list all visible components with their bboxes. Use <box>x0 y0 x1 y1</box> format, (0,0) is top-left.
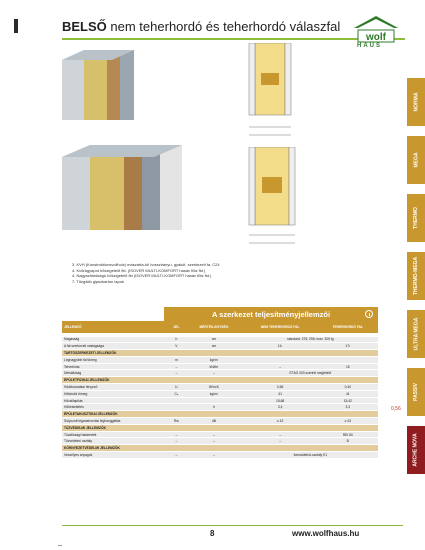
note-line: 4. Kvőrágyapot hőszigetelő fkt. (ISOVER MULTI-KOMFORT hasáv fűtz fkt.) <box>72 267 206 273</box>
table-cell: kg/m² <box>185 390 243 397</box>
table-row <box>62 438 378 445</box>
table-row <box>62 431 378 438</box>
wall-section-drawing-non-loadbearing <box>235 43 315 141</box>
logo-word: HAUS <box>357 43 383 49</box>
wall-3d-illustration-non-loadbearing <box>62 50 154 120</box>
table-cell: ETAG 003 szerinti megfelelő <box>243 370 378 377</box>
side-tab-label: PASSIV <box>413 383 419 401</box>
side-tab-label: MEGA <box>413 152 419 168</box>
table-section-row <box>62 445 378 452</box>
table-cell: 15,68 <box>243 397 318 404</box>
table-cell <box>168 397 186 404</box>
table-cell: standard: 275; 295; max. 325 fg <box>243 336 378 343</box>
table-header-cell: NEM TEHERHORDÓ FAL <box>243 321 318 333</box>
table-cell: 3,4 <box>243 404 318 411</box>
table-section-cell: TARTÓSZERKEZETI JELLEMZŐK <box>62 350 378 357</box>
table-cell: Cₕ <box>168 390 186 397</box>
table-cell: Hőátbocsátási tényező <box>62 384 168 391</box>
table-cell <box>243 356 318 363</box>
table-row <box>62 370 378 377</box>
table-header-cell: JELLEMZŐ <box>62 321 168 333</box>
table-cell: 0,56 <box>243 384 318 391</box>
table-section-row <box>62 377 378 384</box>
side-tab-thermo-mega[interactable] <box>407 252 425 300</box>
table-section-row <box>62 350 378 357</box>
table-cell: Rw <box>168 418 186 425</box>
side-tab-passiv[interactable] <box>407 368 425 416</box>
table-section-row <box>62 411 378 418</box>
table-cell: 41 <box>243 390 318 397</box>
table-cell: – <box>185 452 243 459</box>
table-cell: kN/fm <box>185 363 243 370</box>
table-row <box>62 363 378 370</box>
table-cell: ≥ 43 <box>318 418 378 425</box>
table-cell: Legnagyobb fal tömeg <box>62 356 168 363</box>
table-cell: – <box>168 452 186 459</box>
wall-section-drawing-loadbearing <box>235 147 315 249</box>
performance-table <box>62 321 378 459</box>
table-row <box>62 452 378 459</box>
side-tab-thermo[interactable] <box>407 194 425 242</box>
wall-3d-illustration-loadbearing <box>62 145 182 230</box>
table-cell: dB <box>185 418 243 425</box>
table-cell: formaldehid-osztály E1 <box>243 452 378 459</box>
table-cell: Hőtárolói tömeg <box>62 390 168 397</box>
table-cell: Ütésállóság <box>62 370 168 377</box>
table-cell: h <box>185 404 243 411</box>
table-cell: A fal szerkezeti vastagsága <box>62 343 168 350</box>
table-cell: ≥ 42 <box>243 418 318 425</box>
table-cell: 41 <box>318 390 378 397</box>
table-cell: Tűzvédelmi osztály <box>62 438 168 445</box>
table-cell: – <box>243 363 318 370</box>
website-link[interactable]: www.wolfhaus.hu <box>292 529 360 538</box>
table-row <box>62 397 378 404</box>
page-title <box>62 19 340 34</box>
material-notes <box>72 262 220 284</box>
table-cell: – <box>168 431 186 438</box>
table-header-row <box>62 321 378 333</box>
table-row <box>62 404 378 411</box>
side-tab-label: THERMO <box>413 207 420 229</box>
table-row <box>62 384 378 391</box>
header-marker <box>14 19 18 33</box>
table-cell: h <box>168 336 186 343</box>
table-row <box>62 336 378 343</box>
page-number: 8 <box>210 529 215 538</box>
footer-dash <box>58 545 62 546</box>
table-cell: Magasság <box>62 336 168 343</box>
table-cell: m <box>168 356 186 363</box>
margin-note: 0,56 <box>391 406 401 412</box>
table-row <box>62 356 378 363</box>
table-cell: – <box>168 438 186 445</box>
svg-text:wolf: wolf <box>366 32 386 43</box>
table-section-cell: KÖRNYEZETVÉDELMI JELLEMZŐK <box>62 445 378 452</box>
table-cell: – <box>168 370 186 377</box>
side-tab-norma[interactable] <box>407 78 425 126</box>
table-cell: – <box>168 363 186 370</box>
table-cell: – <box>185 438 243 445</box>
side-tabs <box>407 78 425 484</box>
table-cell: – <box>185 370 243 377</box>
table-cell: kg/m² <box>185 356 243 363</box>
footer-rule <box>62 525 403 526</box>
table-row <box>62 418 378 425</box>
side-tab-ultra-mega[interactable] <box>407 310 425 358</box>
note-line: 7. Tűzgátló gipszkarton lapok <box>72 278 124 284</box>
table-cell: W/m²K <box>185 384 243 391</box>
table-cell <box>318 356 378 363</box>
page-title-rest: nem teherhordó és teherhordó válaszfal <box>106 19 341 34</box>
table-cell: cm <box>185 336 243 343</box>
side-tab-label: ARCHE NOVA <box>413 433 419 467</box>
table-cell: B <box>318 438 378 445</box>
table-cell: Hőkésleltetés <box>62 404 168 411</box>
note-line: 4. Nagyszilárdságú hőszigetelő fkt (ISOVER MULTI-KOMFORT hasáv fűtz fkt.) <box>72 273 212 278</box>
table-header-cell: TEHERHORDÓ FAL <box>318 321 378 333</box>
note-line: 3. KVH (Konstruktionsvollholz) mászárfa-tól hosszirányú, gyalult, szerkezeti fa, C24 <box>72 262 220 267</box>
performance-panel-title: A szerkezet teljesítményjellemzői <box>164 307 378 321</box>
table-row <box>62 343 378 350</box>
page-title-bold: BELSŐ <box>62 19 107 34</box>
table-cell: Tűzállósági határérték <box>62 431 168 438</box>
table-section-row <box>62 424 378 431</box>
table-cell: 15,42 <box>318 397 378 404</box>
side-tab-label: THERMO-MEGA <box>413 256 419 296</box>
table-cell: REI 60 <box>318 431 378 438</box>
table-cell: 15 <box>318 363 378 370</box>
table-cell: – <box>243 438 318 445</box>
table-section-cell: ÉPÜLETFIZIKAI JELLEMZŐK <box>62 377 378 384</box>
side-tab-mega[interactable] <box>407 136 425 184</box>
table-cell: 3,3 <box>318 404 378 411</box>
table-cell: cm <box>185 343 243 350</box>
table-header-cell: JEL <box>168 321 186 333</box>
side-tab-label: NORMA <box>413 92 420 112</box>
side-tab-label: ULTRA MEGA <box>413 317 419 351</box>
table-cell: Veszélyes anyagok <box>62 452 168 459</box>
table-cell: 17² <box>318 343 378 350</box>
info-icon <box>365 310 373 318</box>
table-cell <box>168 404 186 411</box>
table-cell <box>185 397 243 404</box>
table-cell: 0,40 <box>318 384 378 391</box>
side-tab-arche-nova[interactable] <box>407 426 425 474</box>
table-cell: – <box>243 431 318 438</box>
table-header-cell: MÉRTÉK-EGYSÉG <box>185 321 243 333</box>
table-row <box>62 390 378 397</box>
table-cell: – <box>185 431 243 438</box>
table-section-cell: TŰZVÉDELMI JELLEMZŐK <box>62 424 378 431</box>
table-cell: 11¹ <box>243 343 318 350</box>
table-cell: V <box>168 343 186 350</box>
table-cell: U <box>168 384 186 391</box>
table-cell: Teherbírás <box>62 363 168 370</box>
table-cell: Hőcsillapítás <box>62 397 168 404</box>
table-cell: Súlyozott léganahorvási léghanggátlás <box>62 418 168 425</box>
table-section-cell: ÉPÜLETAKUSZTIKAI JELLEMZŐK <box>62 411 378 418</box>
